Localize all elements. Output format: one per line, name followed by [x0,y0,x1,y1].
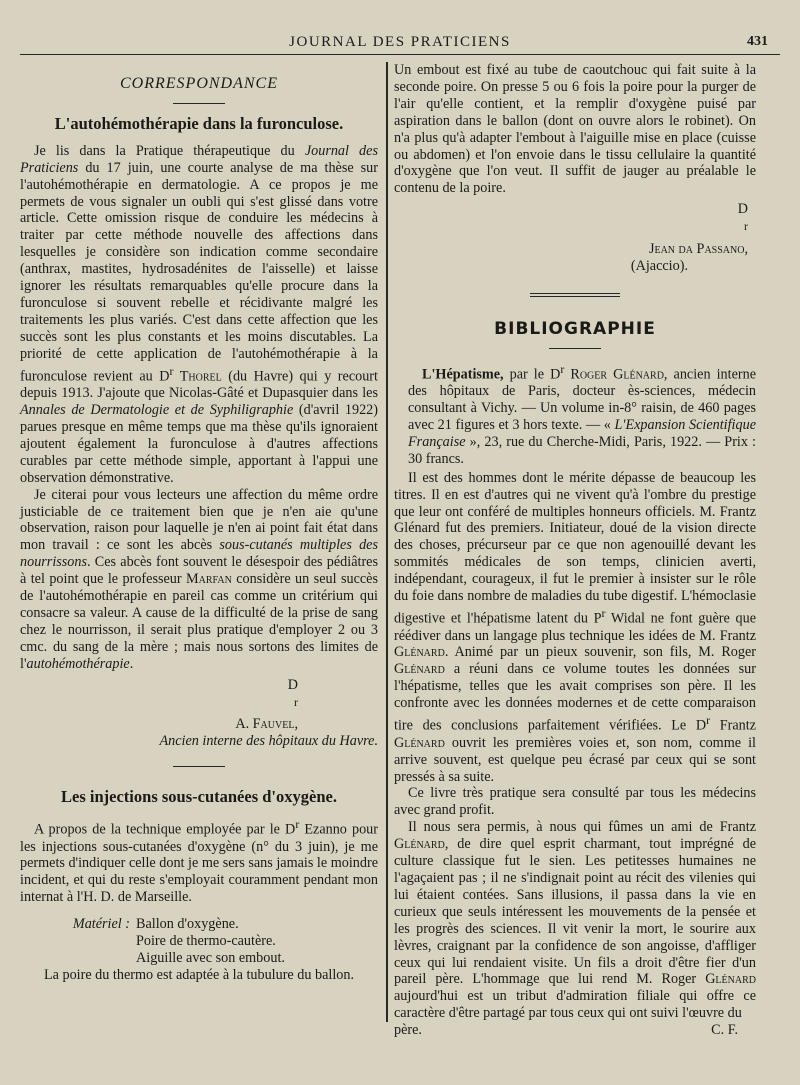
signature-place: (Ajaccio). [630,257,688,274]
signature-name: D $^r$ Jean da Passano, [648,201,748,257]
article2-continuation: Un embout est fixé au tube de caoutchouc qui fait suite à la seconde poire. On presse 5 ou 6 fois la poire pour la purger de l'air qu'elle contient, et la remplir d'oxygène puisé par aspiration dans le ballon (dont on ouvre alors le robinet). On n'a plus qu'à adapter l'embout à l'aiguille mise en place (cuisse ou abdomen) et l'on envoie dans le tissu cellulaire la quantité d'oxygène que l'on veut. Il suffit de jauger au préalable le contenu de la poire. [394,62,756,197]
review-closing-line [394,1022,756,1039]
bibliographie-title: BIBLIOGRAPHIE [494,318,656,339]
materiel-item: Aiguille avec son embout. [136,949,285,966]
materiel-list [20,916,378,984]
section-title: CORRESPONDANCE [120,75,278,92]
materiel-row-1 [20,916,378,933]
bibliographie-rule [549,348,601,349]
section-rule [173,103,225,104]
column-divider [386,62,388,1022]
journal-title: JOURNAL DES PRATICIENS [289,34,511,50]
signature-fauvel [20,677,378,750]
review-initials: C. F. [711,1022,738,1039]
review-paragraph-2: Ce livre très pratique sera consulté par tous les médecins avec grand profit. [394,785,756,819]
article1-paragraph-2: Je citerai pour vous lecteurs une affection du même ordre justiciable de ce traitement bien que je n'en aie qu'une observation, raison pour laquelle je n'en ai point fait état dans mon travail : ce sont les abcès sous-cutanés multiples des nourrissons. Ces abcès font souvent le désespoir des pédiâtres à tel point que le professeur Marfan considère un seul succès de l'autohémothérapie en pareil cas comme un critérium qui consacre sa valeur. A cause de la difficulté de la prise de sang chez le nourrisson, il serait plus pratique d'employer 2 ou 3 cmc. du sang de la mère ; mais nous sortons des limites de l'autohémothérapie. [20,486,378,672]
page-number: 431 [747,34,768,49]
materiel-last-line: La poire du thermo est adaptée à la tubulure du ballon. [43,966,355,983]
review-paragraph-3: Il nous sera permis, à nous qui fûmes un ami de Frantz Glénard, de dire quel esprit charmant, tout imprégné de culture classique fut le sien. Les petitesses humaines ne l'agaçaient pas ; il ne s'indignait point au récit des vilenies qui lui étaient contées. Sans illusions, il passa dans la vie en curieux que seuls intéressent les mouvements de la pensée et les progrès des sciences. Il vit venir la mort, le sourire aux lèvres, craignant par la confidence de son angoisse, d'affliger ceux qui lui rendaient visite. Un fils a droit d'être fier d'un pareil père. L'hommage que lui rend M. Roger Glénard aujourd'hui est un tribut d'admiration filiale qui offre ce caractère d'être partagé par tous ceux qui ont suivi l'œuvre du [394,819,756,1022]
article-title-autohemotherapie: L'autohémothérapie dans la furonculose. [54,113,344,133]
bibliography-entry: L'Hépatisme, par le $D^r$ Roger Glénard, ancien interne des hôpitaux de Paris, docteur ès-sciences, médecin consultant à Vichy. — Un volume in-8° raisin, de 460 pages avec 21 figures et 3 hors texte. — « L'Expansion Scientifique Française », 23, rue du Cherche-Midi, Paris, 1922. — Prix : 30 francs. [408,361,756,467]
section-double-rule [530,293,620,297]
materiel-label: Matériel : [72,916,130,933]
page-header [20,28,780,55]
signature-passano [394,201,756,274]
materiel-item: Poire de thermo-cautère. [136,933,276,950]
article-title-oxygene: Les injections sous-cutanées d'oxygène. [61,787,337,806]
signature-affiliation: Ancien interne des hôpitaux du Havre. [159,733,378,750]
materiel-item: Ballon d'oxygène. [136,916,239,933]
review-paragraph-1: Il est des hommes dont le mérite dépasse de beaucoup les titres. Il en est d'autres qui ne vivent qu'à l'ombre du prestige que leur ont conféré de multiples honneurs officiels. M. Frantz Glénard fut des premiers. Initiateur, doué de la vision directe des choses, précurseur par ce que non agenouillé devant les sommités médicales de son temps, clinicien averti, indépendant, courageux, il fut le premier à insister sur le rôle du foie dans nombre de maladies du tube digestif. L'hémoclasie digestive et l'hépatisme latent du $P^r$ Widal ne font guère que réédiver dans un langage plus technique les idées de M. Frantz Glénard. Animé par un pieux souvenir, son fils, M. Roger Glénard a réuni dans ce volume toutes les données sur l'hépatisme, telles que les avait comprises son père. Il les confronte avec les données modernes et de cette comparaison tire des conclusions parfaitement vérifiées. Le $D^r$ Frantz Glénard ouvrit les premières voies et, son nom, comme il arrive souvent, est quelque peu écrasé par ceux qui se sont pressés à sa suite. [394,469,756,785]
article1-paragraph-1: Je lis dans la Pratique thérapeutique du Journal des Praticiens du 17 juin, une courte analyse de ma thèse sur l'autohémothérapie en dermatologie. A ce propos je me permets de vous signaler un oubli qui s'est glissé dans votre article. Cette omission risque de conduire les médecins à traiter par cette méthode nouvelle des affections dans lesquelles je considère son indication comme secondaire (anthrax, mastites, hydrosadénites de l'aisselle) et laisse ignorer les résultats remarquables qu'elle procure dans la furonculose si souvent rebelle et récidivante malgré les traitements les plus variés. C'est dans cette affection que les succès sont les plus constants et les moins discutables. La priorité de cette application de l'autohémothérapie à la furonculose revient au $D^r$ Thorel (du Havre) qui y recourt depuis 1913. J'ajoute que Nicolas-Gâté et Dupasquier dans les Annales de Dermatologie et de Syphiligraphie (d'avril 1922) parues presque en même temps que ma thèse qu'ils ignoraient ajoutent également la furonculose à d'autres affections curables par cette méthode simple, apportant à l'appui une observation démonstrative. [20,142,378,486]
article-separator-rule [173,766,225,767]
closing-word: père. [394,1022,422,1039]
signature-name: D $^r$ A. Fauvel, [235,676,298,733]
right-column [394,62,756,1039]
left-column [20,62,378,984]
article2-paragraph-1: A propos de la technique employée par le $D^r$ Ezanno pour les injections sous-cutanées d'oxygène (n° du 3 juin), je me permets d'indiquer celle dont je me sers sans jamais le moindre incident, et qui du reste s'employait couramment pendant mon internat à l'H. D. de Marseille. [20,816,378,906]
